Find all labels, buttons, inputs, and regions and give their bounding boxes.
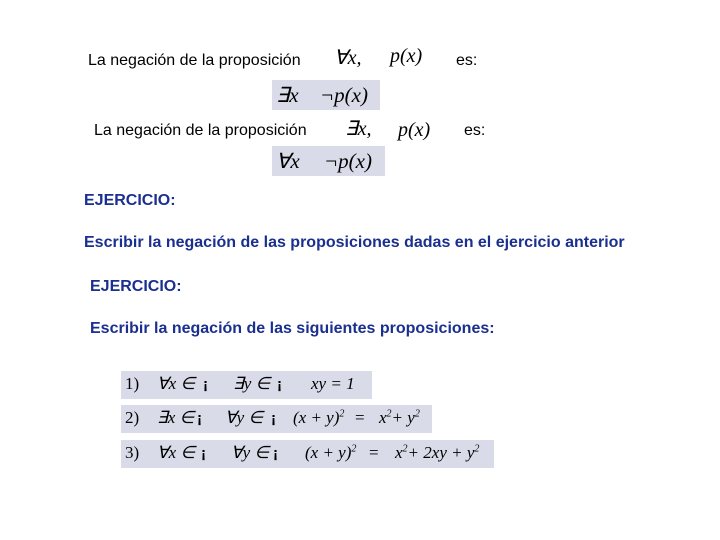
predicate-px: p(x) [390,45,423,67]
expression-lhs: $(x + y)^2$ [293,408,345,427]
expression-rhs: $x^2+ y^2$ [379,408,420,427]
statement-line-1: La negación de la proposición [88,52,301,69]
not-px: ¬p(x) [320,83,368,107]
item-number: 3) [125,443,140,462]
forall-x-quantifier-2: ∀x [276,149,300,173]
exercise-2-text: Escribir la negación de las siguientes proposiciones: [90,320,495,337]
set-symbol: ¡ [201,445,206,462]
exercise-1-text: Escribir la negación de las proposiciones dadas en el ejercicio anterior [84,234,625,251]
negation-box-1 [272,80,380,110]
second-quantifier: ∀y ∈ [231,443,270,462]
exercise-2-title: EJERCICIO: [90,278,182,295]
exercise-1-title: EJERCICIO: [84,192,176,209]
es-label-1: es: [456,52,478,69]
set-symbol: ¡ [203,376,208,393]
first-quantifier: ∀x ∈ [157,443,196,462]
first-quantifier: ∀x ∈ [157,374,196,393]
set-symbol: ¡ [197,410,202,427]
expression-rhs: $x^2+ 2xy + y^2$ [395,443,480,462]
equals-sign: = [369,443,379,462]
negation-box-2 [272,146,385,176]
item-number: 2) [125,408,140,427]
proposition-item-2 [121,405,432,433]
es-label-2: es: [464,122,486,139]
set-symbol: ¡ [271,410,276,427]
exists-x-quantifier: ∃x [276,83,299,107]
set-symbol: ¡ [273,445,278,462]
item-number: 1) [125,374,140,393]
forall-x-quantifier: ∀x, [334,47,362,69]
expression-lhs: $(x + y)^2$ [305,443,357,462]
first-quantifier: ∃x ∈ [157,408,195,427]
second-quantifier: ∃y ∈ [233,374,271,393]
set-symbol: ¡ [277,376,282,393]
exists-x-quantifier-2: ∃x, [345,118,372,140]
second-quantifier: ∀y ∈ [225,408,264,427]
predicate-px-2: p(x) [398,119,431,141]
equals-sign: = [355,408,365,427]
proposition-item-1 [121,371,372,399]
proposition-expression: xy = 1 [311,374,355,393]
statement-line-2: La negación de la proposición [94,122,307,139]
not-px-2: ¬p(x) [324,149,372,173]
proposition-item-3 [121,440,494,468]
